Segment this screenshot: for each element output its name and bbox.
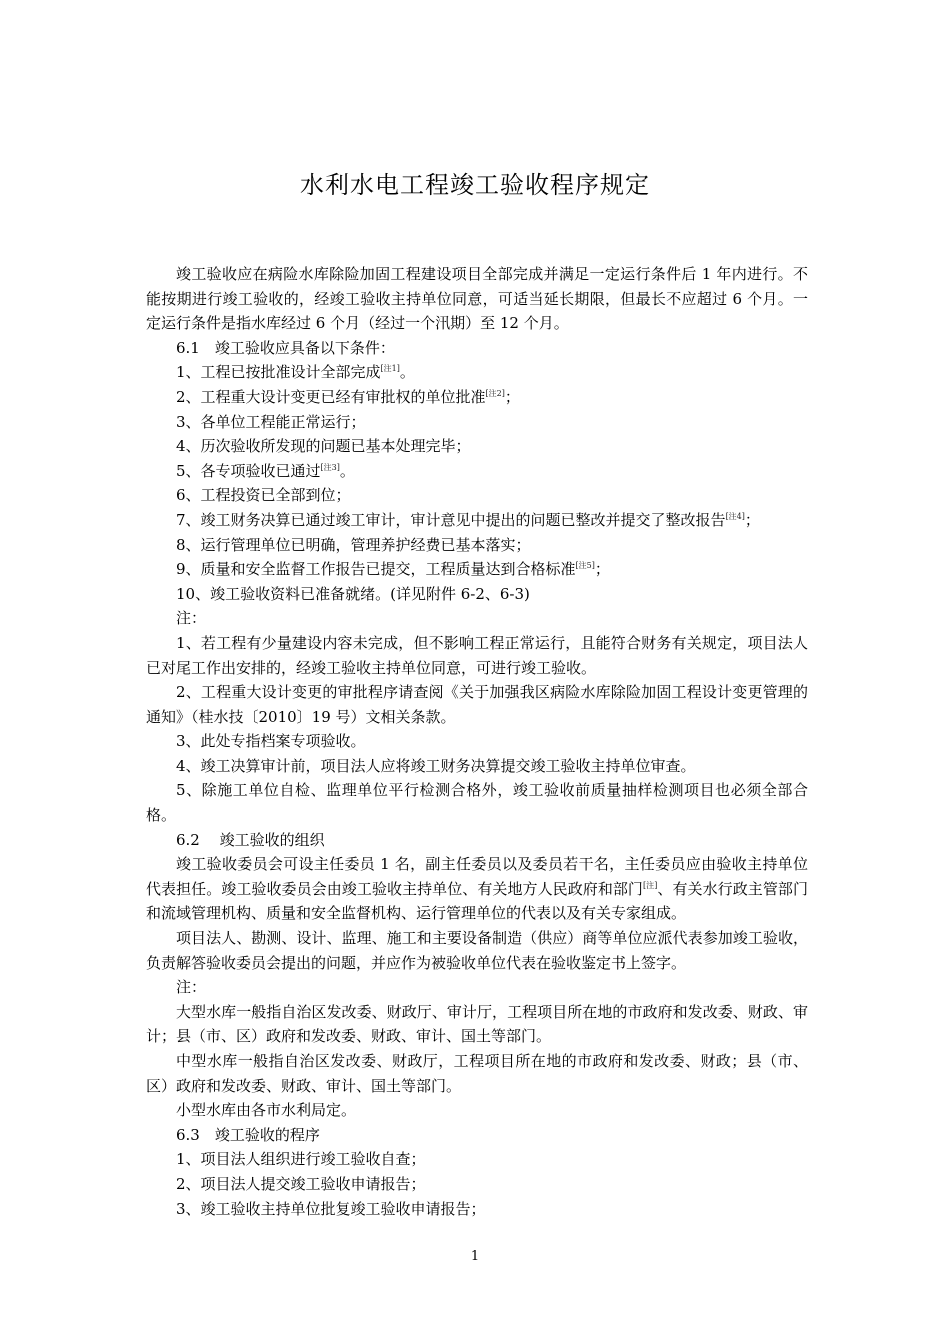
note-paragraph: 5、除施工单位自检、监理单位平行检测合格外，竣工验收前质量抽样检测项目也必须全部合格。 xyxy=(146,781,808,825)
condition-item: 7、竣工财务决算已通过竣工审计，审计意见中提出的问题已整改并提交了整改报告[注4]； xyxy=(176,510,760,529)
condition-item: 6、工程投资已全部到位； xyxy=(176,486,351,505)
condition-item: 8、运行管理单位已明确，管理养护经费已基本落实； xyxy=(176,535,531,554)
section-6-1-heading: 6.1 竣工验收应具备以下条件： xyxy=(176,338,395,357)
footnote-ref: [注1] xyxy=(380,364,400,374)
condition-item: 9、质量和安全监督工作报告已提交，工程质量达到合格标准[注5]； xyxy=(176,560,610,579)
condition-item: 1、工程已按批准设计全部完成[注1]。 xyxy=(176,363,415,382)
condition-item: 3、各单位工程能正常运行； xyxy=(176,412,366,431)
note-paragraph: 3、此处专指档案专项验收。 xyxy=(176,732,366,751)
note-paragraph: 中型水库一般指自治区发改委、财政厅，工程项目所在地的市政府和发改委、财政；县（市、区）政府和发改委、财政、审计、国土等部门。 xyxy=(146,1052,808,1095)
footnote-ref: [注5] xyxy=(575,561,595,571)
note-paragraph: 2、工程重大设计变更的审批程序请查阅《关于加强我区病险水库除险加固工程设计变更管理的通知》（桂水技〔2010〕19 号）文相关条款。 xyxy=(146,683,808,726)
participants-paragraph: 项目法人、勘测、设计、监理、施工和主要设备制造（供应）商等单位应派代表参加竣工验收，负责解答验收委员会提出的问题，并应作为被验收单位代表在验收鉴定书上签字。 xyxy=(146,929,808,972)
condition-item: 5、各专项验收已通过[注3]。 xyxy=(176,461,355,480)
procedure-item: 3、竣工验收主持单位批复竣工验收申请报告； xyxy=(176,1199,486,1218)
notes-label: 注： xyxy=(176,609,207,628)
condition-item: 4、历次验收所发现的问题已基本处理完毕； xyxy=(176,437,471,456)
procedure-item: 1、项目法人组织进行竣工验收自查； xyxy=(176,1150,426,1169)
section-6-3-heading: 6.3 竣工验收的程序 xyxy=(176,1125,320,1144)
note-paragraph: 4、竣工决算审计前，项目法人应将竣工财务决算提交竣工验收主持单位审查。 xyxy=(176,756,696,775)
footnote-ref: [注] xyxy=(643,880,658,890)
intro-paragraph: 竣工验收应在病险水库除险加固工程建设项目全部完成并满足一定运行条件后 1 年内进行。不能按期进行竣工验收的，经竣工验收主持单位同意，可适当延长期限，但最长不应超过 6 个月。一定运行条件是指水库经过 6 个月（经过一个汛期）至 12 个月。 xyxy=(146,265,808,333)
notes-label: 注： xyxy=(176,978,207,997)
page-number: 1 xyxy=(470,1249,480,1264)
document-body xyxy=(146,262,808,1221)
footnote-ref: [注3] xyxy=(320,462,340,472)
document-title: 水利水电工程竣工验收程序规定 xyxy=(300,171,650,199)
note-paragraph: 小型水库由各市水利局定。 xyxy=(176,1101,357,1120)
footnote-ref: [注4] xyxy=(725,511,745,521)
condition-item: 2、工程重大设计变更已经有审批权的单位批准[注2]； xyxy=(176,387,520,406)
footnote-ref: [注2] xyxy=(485,388,505,398)
procedure-item: 2、项目法人提交竣工验收申请报告； xyxy=(176,1174,426,1193)
note-paragraph: 1、若工程有少量建设内容未完成，但不影响工程正常运行，且能符合财务有关规定，项目法人已对尾工作出安排的，经竣工验收主持单位同意，可进行竣工验收。 xyxy=(146,633,808,677)
section-6-2-heading: 6.2 竣工验收的组织 xyxy=(176,830,325,849)
organization-paragraph: 竣工验收委员会可设主任委员 1 名，副主任委员以及委员若干名，主任委员应由验收主持单位代表担任。竣工验收委员会由竣工验收主持单位、有关地方人民政府和部门[注]、有关水行政主管部门和流域管理机构、质量和安全监督机构、运行管理单位的代表以及有关专家组成。 xyxy=(146,855,808,923)
section-6-1-conditions xyxy=(146,360,808,606)
condition-item: 10、竣工验收资料已准备就绪。(详见附件 6-2、6-3) xyxy=(176,584,530,603)
note-paragraph: 大型水库一般指自治区发改委、财政厅、审计厅，工程项目所在地的市政府和发改委、财政、审计；县（市、区）政府和发改委、财政、审计、国土等部门。 xyxy=(146,1002,808,1046)
